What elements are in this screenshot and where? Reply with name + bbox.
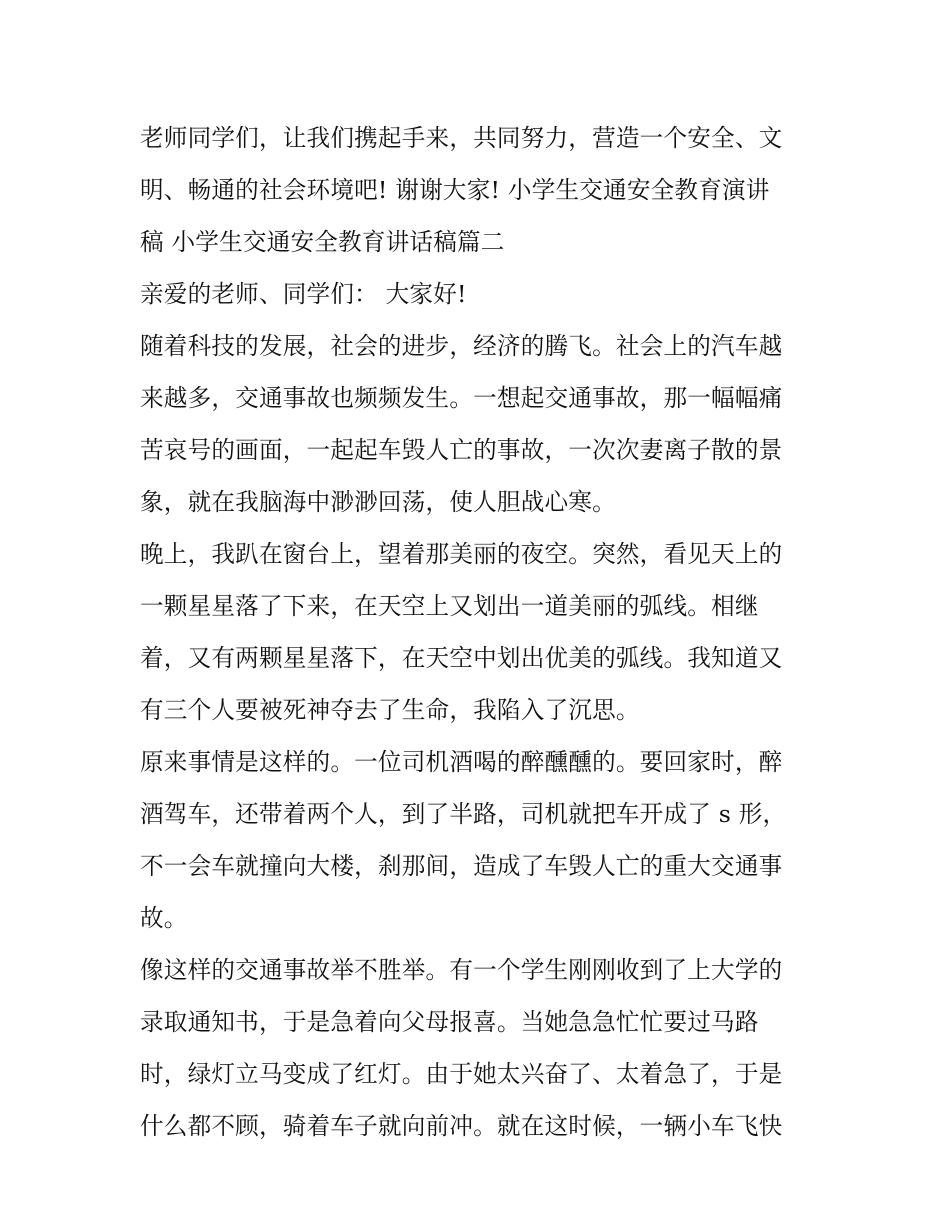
text-line: 来越多，交通事故也频频发生。一想起交通事故，那一幅幅痛 <box>140 384 783 412</box>
text-line: 明、畅通的社会环境吧! 谢谢大家! 小学生交通安全教育演讲 <box>140 176 770 204</box>
text-line: 随着科技的发展，社会的进步，经济的腾飞。社会上的汽车越 <box>140 332 783 360</box>
text-line: 不一会车就撞向大楼，刹那间，造成了车毁人亡的重大交通事 <box>140 852 783 880</box>
text-line: 稿 小学生交通安全教育讲话稿篇二 <box>140 228 505 256</box>
text-line: 象，就在我脑海中渺渺回荡，使人胆战心寒。 <box>140 488 616 516</box>
text-line: 老师同学们，让我们携起手来，共同努力，营造一个安全、文 <box>140 124 783 152</box>
text-line: 一颗星星落了下来，在天空上又划出一道美丽的弧线。相继 <box>140 592 759 620</box>
text-line: 着，又有两颗星星落下，在天空中划出优美的弧线。我知道又 <box>140 644 783 672</box>
text-line: 有三个人要被死神夺去了生命，我陷入了沉思。 <box>140 696 640 724</box>
text-line: 故。 <box>140 904 188 932</box>
text-line: 时，绿灯立马变成了红灯。由于她太兴奋了、太着急了，于是 <box>140 1060 783 1088</box>
text-line: 亲爱的老师、同学们： 大家好! <box>140 280 467 308</box>
text-line: 晚上，我趴在窗台上，望着那美丽的夜空。突然，看见天上的 <box>140 540 783 568</box>
document-body <box>140 112 814 1152</box>
text-line: 录取通知书，于是急着向父母报喜。当她急急忙忙要过马路 <box>140 1008 759 1036</box>
text-line: 像这样的交通事故举不胜举。有一个学生刚刚收到了上大学的 <box>140 956 783 984</box>
text-line: 什么都不顾，骑着车子就向前冲。就在这时候，一辆小车飞快 <box>140 1112 783 1140</box>
text-line: 酒驾车，还带着两个人，到了半路，司机就把车开成了 s 形， <box>140 800 787 828</box>
text-line: 苦哀号的画面，一起起车毁人亡的事故，一次次妻离子散的景 <box>140 436 783 464</box>
text-line: 原来事情是这样的。一位司机酒喝的醉醺醺的。要回家时，醉 <box>140 748 783 776</box>
